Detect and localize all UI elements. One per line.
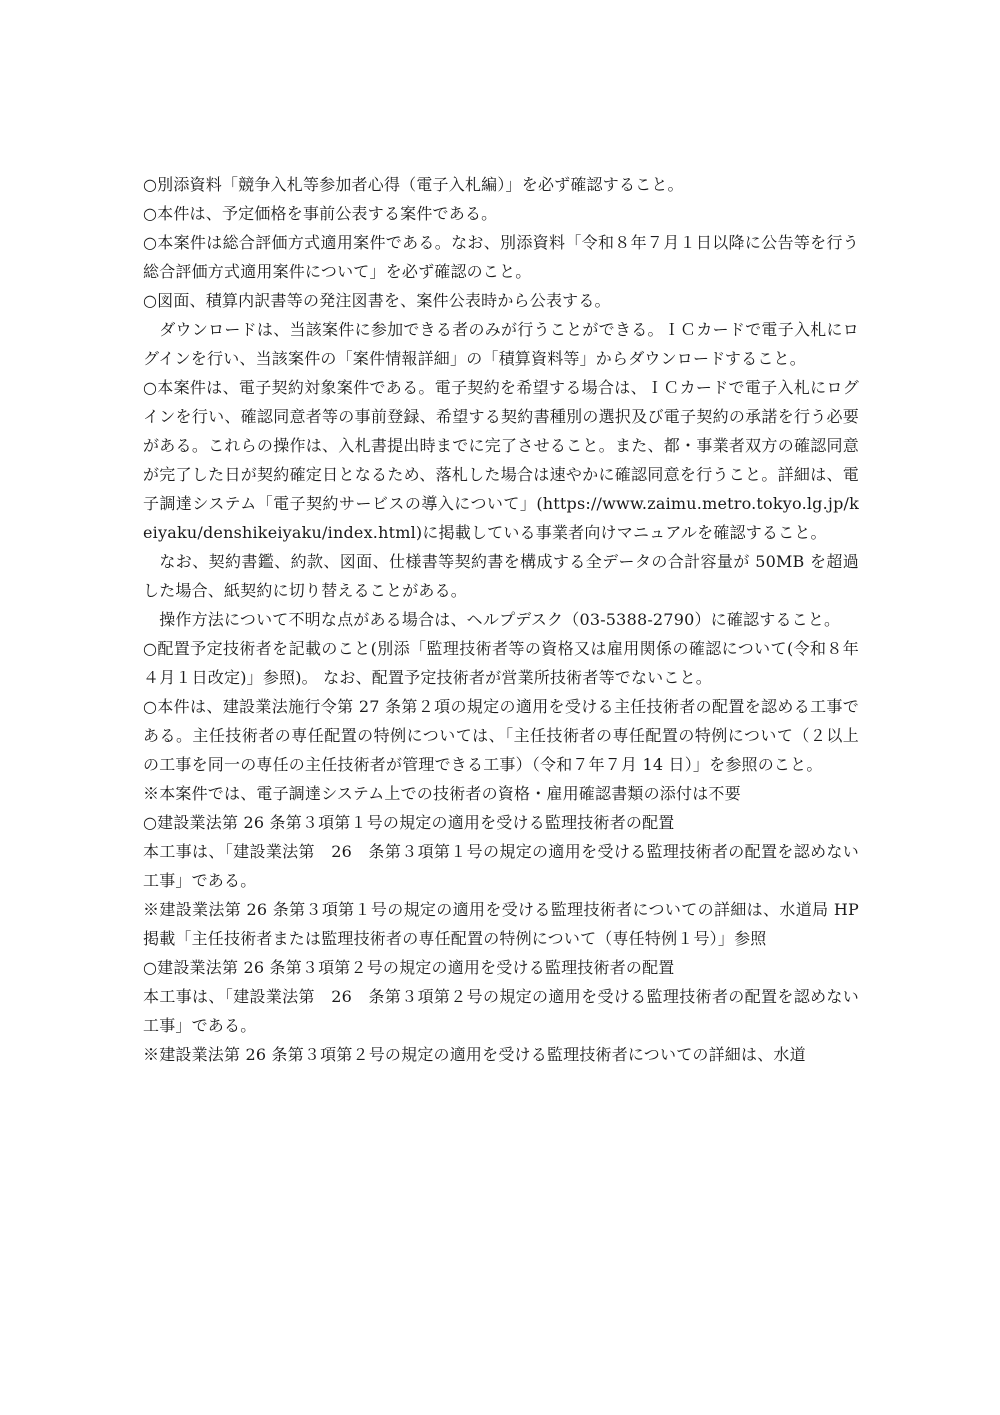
heading-supervising-engineer-1: ○建設業法第 26 条第３項第１号の規定の適用を受ける監理技術者の配置 xyxy=(143,813,675,832)
detail-supervising-engineer-2: ※建設業法第 26 条第３項第２号の規定の適用を受ける監理技術者についての詳細は、水道 xyxy=(143,1045,806,1064)
notice-drawings-publication: ○図面、積算内訳書等の発注図書を、案件公表時から公表する。 xyxy=(143,291,611,310)
notice-essential-reading: ○別添資料「競争入札等参加者心得（電子入札編）」を必ず確認すること。 xyxy=(143,175,684,194)
document-page xyxy=(143,170,859,1069)
notice-data-capacity: なお、契約書鑑、約款、図面、仕様書等契約書を構成する全データの合計容量が 50MB を超過した場合、紙契約に切り替えることがある。 xyxy=(143,552,859,600)
notice-download-instructions: ダウンロードは、当該案件に参加できる者のみが行うことができる。ＩＣカードで電子入札にログインを行い、当該案件の「案件情報詳細」の「積算資料等」からダウンロードすること。 xyxy=(143,320,859,368)
notice-chief-engineer-exception: ○本件は、建設業法施行令第 27 条第２項の規定の適用を受ける主任技術者の配置を認める工事である。主任技術者の専任配置の特例については、「主任技術者の専任配置の特例について（２以上の工事を同一の専任の主任技術者が管理できる工事）（令和７年７月 14 日）」を参照のこと。 xyxy=(143,697,859,774)
notice-helpdesk: 操作方法について不明な点がある場合は、ヘルプデスク（03-5388-2790）に確認すること。 xyxy=(143,610,841,629)
notice-assigned-engineer: ○配置予定技術者を記載のこと(別添「監理技術者等の資格又は雇用関係の確認について(令和８年４月１日改定)」参照)。 なお、配置予定技術者が営業所技術者等でないこと。 xyxy=(143,639,859,687)
notice-supervising-engineer-2: 本工事は、「建設業法第 26 条第３項第２号の規定の適用を受ける監理技術者の配置を認めない工事」である。 xyxy=(143,987,859,1035)
detail-supervising-engineer-1: ※建設業法第 26 条第３項第１号の規定の適用を受ける監理技術者についての詳細は、水道局 HP 掲載「主任技術者または監理技術者の専任配置の特例について（専任特例１号）」参照 xyxy=(143,900,859,948)
heading-supervising-engineer-2: ○建設業法第 26 条第３項第２号の規定の適用を受ける監理技術者の配置 xyxy=(143,958,675,977)
notice-comprehensive-evaluation: ○本案件は総合評価方式適用案件である。なお、別添資料「令和８年７月１日以降に公告等を行う総合評価方式適用案件について」を必ず確認のこと。 xyxy=(143,233,859,281)
notice-price-disclosure: ○本件は、予定価格を事前公表する案件である。 xyxy=(143,204,498,223)
notice-supervising-engineer-1: 本工事は、「建設業法第 26 条第３項第１号の規定の適用を受ける監理技術者の配置を認めない工事」である。 xyxy=(143,842,859,890)
notice-electronic-contract: ○本案件は、電子契約対象案件である。電子契約を希望する場合は、ＩＣカードで電子入札にログインを行い、確認同意者等の事前登録、希望する契約書種別の選択及び電子契約の承諾を行う必要がある。これらの操作は、入札書提出時までに完了させること。また、都・事業者双方の確認同意が完了した日が契約確定日となるため、落札した場合は速やかに確認同意を行うこと。詳細は、電子調達システム「電子契約サービスの導入について」(https://www.zaimu.metro.tokyo.lg.jp/keiyaku/denshikeiyaku/index.html)に掲載している事業者向けマニュアルを確認すること。 xyxy=(143,378,859,542)
notice-no-attachment-required: ※本案件では、電子調達システム上での技術者の資格・雇用確認書類の添付は不要 xyxy=(143,784,741,803)
